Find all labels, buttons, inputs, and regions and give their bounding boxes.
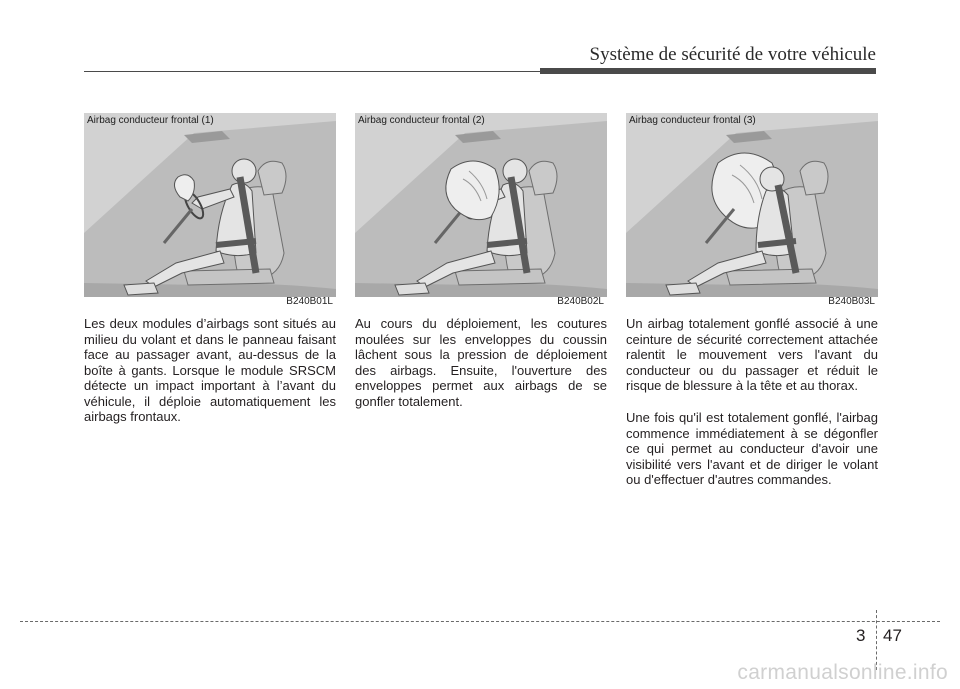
figure-code: B240B03L [828,296,875,307]
airbag-figure-2 [355,113,607,309]
airbag-figure-3 [626,113,878,309]
figure-code: B240B01L [286,296,333,307]
figure-caption: Airbag conducteur frontal (2) [358,115,485,126]
header-title: Système de sécurité de votre véhicule [589,44,876,65]
column-1-paragraph: Les deux modules d’airbags sont situés au milieu du volant et dans le panneau faisant face au passager avant, au-dessus de la boîte à gants. Lorsque le module SRSCM détecte un impact important à l’avant du véhicule, il déploie automatiquement les airbags frontaux. [84,316,336,424]
header-rule [84,71,540,72]
footer-rule [20,621,940,622]
figure-caption: Airbag conducteur frontal (3) [629,115,756,126]
column-3-paragraph-1: Un airbag totalement gonflé associé à une ceinture de sécurité correctement attachée ralentit le mouvement vers l'avant du conducteur ou du passager et réduit le risque de blessure à la tête et au thorax. [626,316,878,393]
column-3-paragraph-2: Une fois qu'il est totalement gonflé, l'airbag commence immédiatement à se dégonfler ce qui permet au conducteur d'avoir une visibilité vers l'avant et de diriger le volant ou d'effectuer d'autres commandes. [626,410,878,487]
airbag-illustration-3 [626,113,878,309]
chapter-number: 3 [856,626,866,645]
column-2-paragraph: Au cours du déploiement, les coutures moulées sur les enveloppes du coussin lâchent sous la pression de déploiement des airbags. Ensuite, l'ouverture des enveloppes permet aux airbags de se gonfler totalement. [355,316,607,409]
header-rule-bold [540,68,876,74]
airbag-illustration-2 [355,113,607,309]
figure-code: B240B02L [557,296,604,307]
watermark: carmanualsonline.info [737,661,948,684]
airbag-figure-1 [84,113,336,309]
page-number: 47 [883,626,902,645]
figure-caption: Airbag conducteur frontal (1) [87,115,214,126]
airbag-illustration-1 [84,113,336,309]
